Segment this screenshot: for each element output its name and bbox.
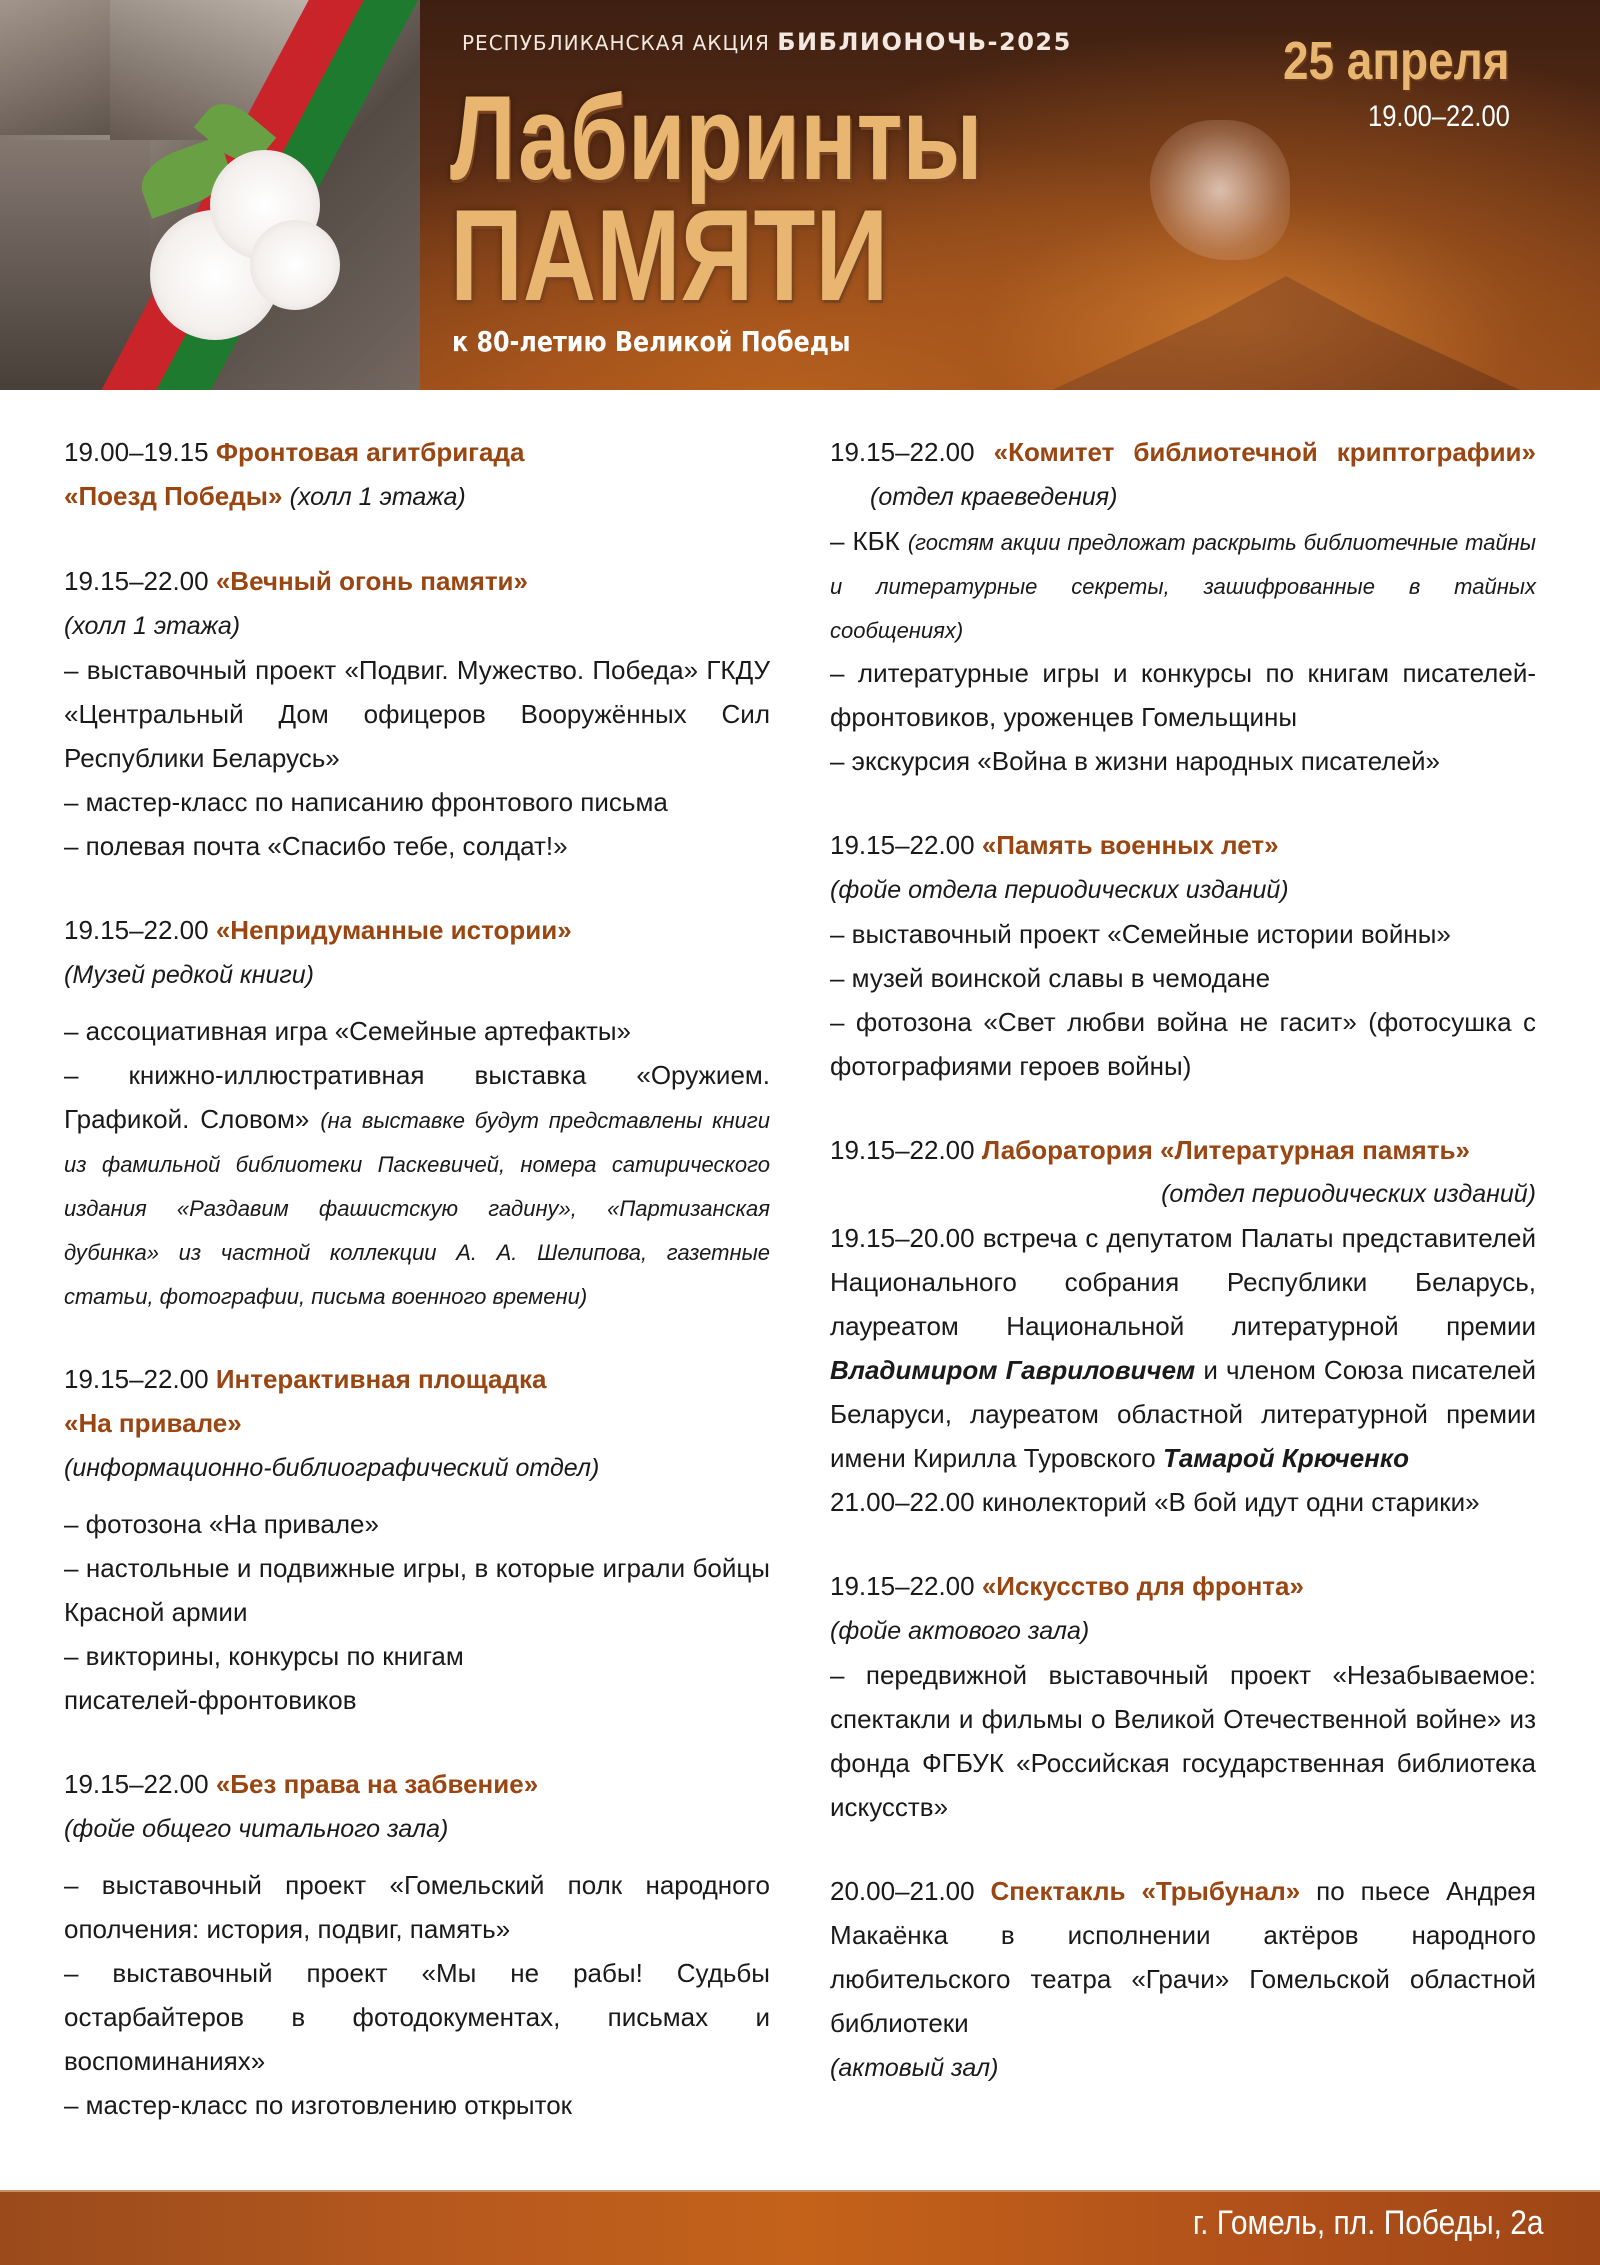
event-title: «Без права на забвение» [215,1769,539,1799]
list-item: – выставочный проект «Семейные истории войны» [830,919,1451,949]
event-title: «Поезд Победы» [64,481,283,511]
list-item: – выставочный проект «Мы не рабы! Судьбы остарбайтеров в фотодокументах, письмах и воспоминаниях» [64,1958,770,2076]
list-item: писателей-фронтовиков [64,1685,357,1715]
sub-event-text: кинолекторий «В бой идут одни старики» [981,1487,1480,1517]
sub-event-text: и членом Союза писателей Беларуси, лауреатом областной литературной премии имени Кирилла Туровского [830,1355,1536,1473]
event-time: 19.15–22.00 [64,566,209,596]
event-title: Интерактивная площадка [215,1364,547,1394]
event-time: 19.00–22.00 [1368,100,1510,133]
eternal-flame-icon [1150,120,1290,260]
event-true-stories [64,908,770,1317]
sub-event-text: встреча с депутатом Палаты представителей Национального собрания Республики Беларусь, лауреатом Национальной литературной премии [830,1223,1537,1341]
event-time: 19.15–22.00 [830,830,975,860]
event-title: «Искусство для фронта» [981,1571,1304,1601]
list-item: – выставочный проект «Гомельский полк народного ополчения: история, подвиг, память» [64,1870,770,1944]
list-item: – литературные игры и конкурсы по книгам писателей-фронтовиков, уроженцев Гомельщины [830,658,1536,732]
list-item: – фотозона «На привале» [64,1509,379,1539]
event-time: 20.00–21.00 [830,1876,975,1906]
program-column-right [830,430,1536,2130]
list-item: – фотозона «Свет любви война не гасит» (фотосушка с фотографиями героев войны) [830,1007,1536,1081]
list-item: – ассоциативная игра «Семейные артефакты» [64,1016,631,1046]
event-title: Лаборатория «Литературная память» [981,1135,1470,1165]
list-item-text: – книжно-иллюстративная выставка «Оружием. Графикой. Словом» [64,1060,770,1134]
event-title: «Вечный огонь памяти» [215,566,528,596]
event-title: Фронтовая агитбригада [215,437,525,467]
series-prefix: РЕСПУБЛИКАНСКАЯ АКЦИЯ [462,31,770,55]
apple-blossom-icon [250,220,340,310]
list-item: – выставочный проект «Подвиг. Мужество. Победа» ГКДУ «Центральный Дом офицеров Вооружённых Сил Республики Беларусь» [64,655,770,773]
event-time: 19.15–22.00 [830,1135,975,1165]
list-item: – экскурсия «Война в жизни народных писателей» [830,746,1441,776]
list-item: – мастер-класс по изготовлению открыток [64,2090,573,2120]
event-title: Спектакль «Трыбунал» [990,1876,1301,1906]
event-time: 19.15–22.00 [64,1364,209,1394]
sub-event-time: 21.00–22.00 [830,1487,975,1517]
event-location: (информационно-библиографический отдел) [64,1454,600,1482]
event-no-right-to-forget [64,1762,770,2127]
event-title: «Комитет библиотечной криптографии» [993,437,1536,467]
list-item: – мастер-класс по написанию фронтового письма [64,787,668,817]
event-title: «Память военных лет» [981,830,1279,860]
guest-name: Тамарой Крюченко [1162,1443,1409,1473]
event-time: 19.15–22.00 [830,1571,975,1601]
event-title: «На привале» [64,1408,242,1438]
anniversary-caption: к 80-летию Великой Победы [452,325,851,358]
page-title-line2: ПАМЯТИ [450,182,889,328]
event-time: 19.15–22.00 [830,437,975,467]
event-time: 19.15–22.00 [64,915,209,945]
event-location: (Музей редкой книги) [64,961,314,989]
event-time: 19.15–22.00 [64,1769,209,1799]
event-location: (отдел периодических изданий) [1161,1180,1536,1208]
event-time: 19.00–19.15 [64,437,209,467]
event-location: (фойе общего читального зала) [64,1815,449,1843]
event-memory-of-war-years [830,823,1536,1088]
list-item: – викторины, конкурсы по книгам [64,1641,464,1671]
event-location: (фойе актового зала) [830,1617,1090,1645]
page-title-line1: Лабиринты [450,71,983,205]
event-description: по пьесе Андрея Макаёнка в исполнении актёров народного любительского театра «Грачи» Гомельской областной библиотеки [830,1876,1536,2038]
event-location: (отдел краеведения) [870,483,1118,511]
event-location: (фойе отдела периодических изданий) [830,876,1289,904]
list-item: – музей воинской славы в чемодане [830,963,1271,993]
list-item-text: – КБК [830,526,900,556]
header-banner [0,0,1600,390]
list-item [64,1053,770,1317]
sub-event-time: 19.15–20.00 [830,1223,975,1253]
event-date: 25 апреля [1283,31,1510,91]
event-art-for-the-front [830,1564,1536,1829]
guest-name: Владимиром Гавриловичем [830,1355,1196,1385]
program-column-left [64,430,770,2167]
event-interactive-platform [64,1357,770,1722]
list-item [830,519,1536,651]
list-item-note: (гостям акции предложат раскрыть библиотечные тайны и литературные секреты, зашифрованные в тайных сообщениях) [830,530,1536,643]
event-literary-memory-lab [830,1128,1536,1524]
event-eternal-flame [64,559,770,868]
sub-event-meeting [830,1216,1536,1480]
series-name: БИБЛИОНОЧЬ-2025 [777,28,1072,56]
list-item-note: (на выставке будут представлены книги из фамильной библиотеки Паскевичей, номера сатирического издания «Раздавим фашистскую гадину», «Партизанская дубинка» из частной коллекции А. А. Шелипова, газетные статьи, фотографии, письма военного времени) [64,1108,770,1309]
footer-bar [0,2190,1600,2265]
event-location: (холл 1 этажа) [289,483,466,511]
eternal-flame-star-monument [1000,270,1520,390]
sub-event-film-lecture [830,1480,1536,1524]
event-title: «Непридуманные истории» [215,915,572,945]
event-location: (актовый зал) [830,2054,999,2082]
event-frontline-agitbrigade [64,430,770,519]
event-tribunal-play [830,1869,1536,2090]
list-item: – настольные и подвижные игры, в которые играли бойцы Красной армии [64,1553,770,1627]
event-cryptography-committee [830,430,1536,783]
list-item: – передвижной выставочный проект «Незабываемое: спектакли и фильмы о Великой Отечественной войне» из фонда ФГБУК «Российская государственная библиотека искусств» [830,1660,1536,1822]
event-location: (холл 1 этажа) [64,612,241,640]
event-series-label [462,28,1072,56]
venue-address: г. Гомель, пл. Победы, 2а [1193,2204,1544,2242]
list-item: – полевая почта «Спасибо тебе, солдат!» [64,831,568,861]
